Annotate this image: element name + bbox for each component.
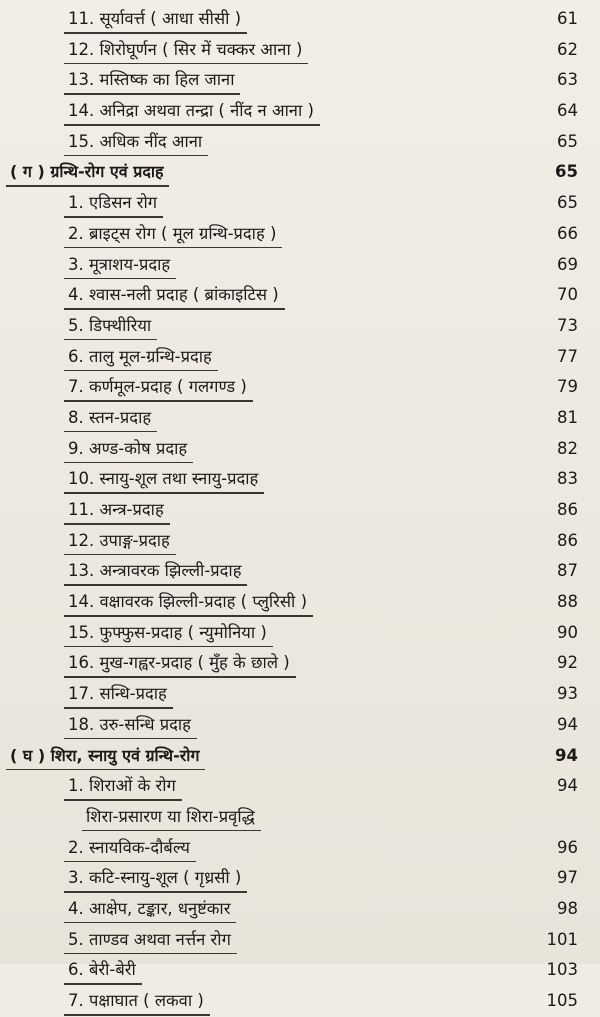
toc-entry-title: 3. मूत्राशय-प्रदाह xyxy=(68,254,171,274)
entry-underline xyxy=(64,799,182,801)
toc-entry-title: 4. श्वास-नली प्रदाह ( ब्रांकाइटिस ) xyxy=(68,285,279,305)
toc-page-number: 64 xyxy=(557,101,578,121)
toc-page-number: 92 xyxy=(557,653,578,673)
entry-underline xyxy=(64,554,176,556)
toc-entry xyxy=(0,35,600,66)
toc-entry-title: शिरा-प्रसारण या शिरा-प्रवृद्धि xyxy=(86,806,255,826)
toc-entry xyxy=(0,342,600,373)
toc-entry-title: ( ग ) ग्रन्थि-रोग एवं प्रदाह xyxy=(10,162,164,182)
toc-entry xyxy=(0,556,600,587)
toc-entry-title: 3. कटि-स्नायु-शूल ( गृध्रसी ) xyxy=(68,868,242,888)
toc-entry xyxy=(0,96,600,127)
toc-entry xyxy=(0,311,600,342)
entry-underline xyxy=(6,769,205,771)
entry-underline xyxy=(64,431,157,433)
toc-page-number: 77 xyxy=(557,346,578,366)
toc-entry xyxy=(0,127,600,158)
entry-underline xyxy=(64,308,285,310)
entry-underline xyxy=(64,738,197,740)
entry-underline xyxy=(64,278,176,280)
toc-entry xyxy=(0,526,600,557)
toc-page-number: 79 xyxy=(557,377,578,397)
toc-entry-title: 1. एडिसन रोग xyxy=(68,193,158,213)
toc-entry xyxy=(0,955,600,986)
toc-entry-title: 13. मस्तिष्क का हिल जाना xyxy=(68,70,235,90)
entry-underline xyxy=(64,462,193,464)
toc-page-number: 62 xyxy=(557,39,578,59)
toc-entry xyxy=(0,894,600,925)
toc-entry-title: 14. वक्षावरक झिल्ली-प्रदाह ( प्लुरिसी ) xyxy=(68,592,308,612)
toc-page-number: 82 xyxy=(557,438,578,458)
toc-page-number: 86 xyxy=(557,530,578,550)
toc-page-number: 61 xyxy=(557,9,578,28)
toc-entry-title: 1. शिराओं के रोग xyxy=(68,776,176,796)
toc-entry-title: 2. ब्राइट्स रोग ( मूल ग्रन्थि-प्रदाह ) xyxy=(68,223,277,243)
toc-page-number: 93 xyxy=(557,684,578,704)
toc-page-number: 94 xyxy=(557,714,578,734)
toc-entry xyxy=(0,250,600,281)
toc-entry xyxy=(0,802,600,833)
entry-underline xyxy=(64,646,273,648)
entry-underline xyxy=(64,155,208,157)
entry-underline xyxy=(64,891,247,893)
entry-underline xyxy=(64,615,313,617)
toc-entry xyxy=(0,618,600,649)
toc-page-number: 65 xyxy=(557,193,578,213)
toc-entry-title: 8. स्तन-प्रदाह xyxy=(68,407,152,427)
toc-section-heading xyxy=(0,741,600,772)
toc-entry xyxy=(0,4,600,35)
entry-underline xyxy=(64,63,308,65)
toc-entry xyxy=(0,372,600,403)
entry-underline xyxy=(64,124,320,126)
entry-underline xyxy=(6,185,169,187)
toc-page-number: 86 xyxy=(557,500,578,519)
toc-entry-title: 17. सन्धि-प्रदाह xyxy=(68,684,167,704)
toc-entry-title: 7. कर्णमूल-प्रदाह ( गलगण्ड ) xyxy=(68,377,247,397)
toc-page-number: 81 xyxy=(557,407,578,427)
toc-entry xyxy=(0,679,600,710)
entry-underline xyxy=(64,983,142,985)
toc-page-number: 88 xyxy=(557,592,578,612)
entry-underline xyxy=(64,707,173,709)
toc-page-number: 63 xyxy=(557,70,578,90)
toc-page-number: 66 xyxy=(557,223,578,243)
toc-entry-title: 11. सूर्यावर्त्त ( आधा सीसी ) xyxy=(68,9,242,28)
toc-entry xyxy=(0,495,600,526)
toc-page-number: 87 xyxy=(557,561,578,581)
toc-page-number: 69 xyxy=(557,254,578,274)
toc-page-number: 94 xyxy=(555,745,578,765)
entry-underline xyxy=(64,247,282,249)
toc-entry xyxy=(0,986,600,1017)
entry-underline xyxy=(64,492,264,494)
toc-entry-title: ( घ ) शिरा, स्नायु एवं ग्रन्थि-रोग xyxy=(10,745,200,765)
toc-entry-title: 6. बेरी-बेरी xyxy=(68,960,136,980)
entry-underline xyxy=(64,32,247,34)
toc-entry xyxy=(0,434,600,465)
toc-entry xyxy=(0,925,600,956)
toc-entry-title: 5. ताण्डव अथवा नर्त्तन रोग xyxy=(68,929,231,949)
entry-underline xyxy=(64,400,253,402)
toc-entry xyxy=(0,403,600,434)
toc-entry xyxy=(0,771,600,802)
toc-entry-title: 12. शिरोघूर्णन ( सिर में चक्कर आना ) xyxy=(68,39,303,59)
toc-page-number: 73 xyxy=(557,315,578,335)
entry-underline xyxy=(64,1014,210,1016)
toc-entry-title: 7. पक्षाघात ( लकवा ) xyxy=(68,991,204,1010)
entry-underline xyxy=(64,216,163,218)
entry-underline xyxy=(64,339,157,341)
toc-entry-title: 15. फुफ्फुस-प्रदाह ( न्युमोनिया ) xyxy=(68,622,267,642)
toc-entry-title: 18. उरु-सन्धि प्रदाह xyxy=(68,714,191,734)
toc-page-number: 94 xyxy=(557,776,578,796)
toc-entry-title: 4. आक्षेप, टङ्कार, धनुष्टंकार xyxy=(68,898,231,918)
toc-entry xyxy=(0,280,600,311)
entry-underline xyxy=(64,584,247,586)
toc-page-number: 105 xyxy=(546,991,578,1010)
toc-entry-title: 14. अनिद्रा अथवा तन्द्रा ( नींद न आना ) xyxy=(68,101,314,121)
toc-page-number: 103 xyxy=(546,960,578,980)
toc-page-number: 70 xyxy=(557,285,578,305)
entry-underline xyxy=(64,370,218,372)
toc-page-number: 90 xyxy=(557,622,578,642)
toc-page-number: 96 xyxy=(557,837,578,857)
toc-entry xyxy=(0,464,600,495)
toc-entry-title: 13. अन्त्रावरक झिल्ली-प्रदाह xyxy=(68,561,242,581)
toc-page-number: 97 xyxy=(557,868,578,888)
entry-underline xyxy=(64,922,236,924)
entry-underline xyxy=(64,953,237,955)
entry-underline xyxy=(82,830,261,832)
toc-entry-title: 10. स्नायु-शूल तथा स्नायु-प्रदाह xyxy=(68,469,259,489)
toc-entry xyxy=(0,833,600,864)
toc-entry-title: 15. अधिक नींद आना xyxy=(68,131,203,151)
toc-entry xyxy=(0,648,600,679)
toc-entry xyxy=(0,219,600,250)
toc-entry xyxy=(0,710,600,741)
toc-page-number: 101 xyxy=(546,929,578,949)
entry-underline xyxy=(64,861,196,863)
toc-page-number: 65 xyxy=(557,131,578,151)
toc-entry-title: 6. तालु मूल-ग्रन्थि-प्रदाह xyxy=(68,346,212,366)
toc-entry-title: 11. अन्त्र-प्रदाह xyxy=(68,500,164,519)
toc-entry-title: 2. स्नायविक-दौर्बल्य xyxy=(68,837,190,857)
toc-entry xyxy=(0,587,600,618)
toc-entry-title: 5. डिफ्थीरिया xyxy=(68,315,152,335)
toc-entry-title: 9. अण्ड-कोष प्रदाह xyxy=(68,438,188,458)
toc-entry xyxy=(0,188,600,219)
entry-underline xyxy=(64,523,170,525)
toc-page-number: 65 xyxy=(555,162,578,182)
toc-entry xyxy=(0,65,600,96)
toc-page-number: 98 xyxy=(557,898,578,918)
toc-entry-title: 16. मुख-गह्वर-प्रदाह ( मुँह के छाले ) xyxy=(68,653,290,673)
toc-section-heading xyxy=(0,157,600,188)
toc-entry xyxy=(0,863,600,894)
entry-underline xyxy=(64,93,240,95)
table-of-contents xyxy=(0,4,600,1017)
toc-entry-title: 12. उपाङ्ग-प्रदाह xyxy=(68,530,170,550)
toc-page-number: 83 xyxy=(557,469,578,489)
entry-underline xyxy=(64,676,296,678)
